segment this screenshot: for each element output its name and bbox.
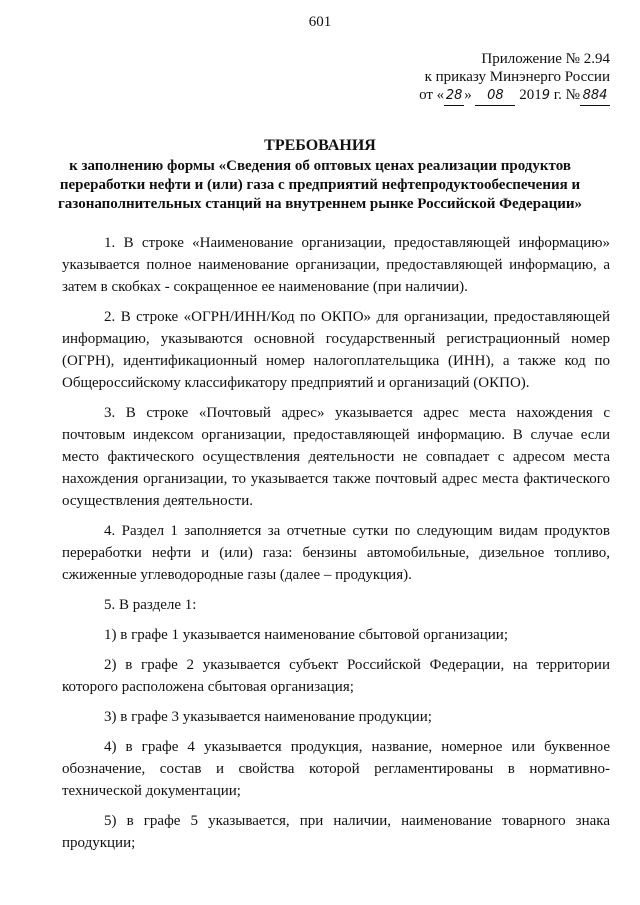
appendix-title: Приложение № 2.94 [481, 51, 610, 67]
heading-title: ТРЕБОВАНИЯ [264, 137, 376, 154]
paragraph-5-1: 1) в графе 1 указывается наименование сбытовой организации; [104, 627, 508, 643]
order-number-label: г. № [553, 87, 580, 103]
paragraph-4: 4. Раздел 1 заполняется за отчетные сутки по следующим видам продуктов переработки нефти и (или) газа: бензины автомобильные, дизельное топливо, сжиженные углеводородные газы (далее – продукция). [62, 523, 610, 583]
heading-line-2: переработки нефти и (или) газа с предприятий нефтепродуктообеспечения и [59, 177, 581, 193]
paragraph-2: 2. В строке «ОГРН/ИНН/Код по ОКПО» для организации, предоставляющей информацию, указываются основной государственный регистрационный номер (ОГРН), идентификационный номер налогоплательщика (ИНН), а также код по Общероссийскому классификатору предприятий и организаций (ОКПО). [62, 309, 610, 391]
paragraph-5-3: 3) в графе 3 указывается наименование продукции; [104, 709, 432, 725]
paragraph-5-4: 4) в графе 4 указывается продукция, название, номерное или буквенное обозначение, состав и свойства которой регламентированы в нормативно-технической документации; [62, 739, 610, 799]
appendix-block [410, 50, 610, 106]
handwritten-order-number: 884 [580, 87, 610, 106]
paragraph-5-2: 2) в графе 2 указывается субъект Российской Федерации, на территории которого расположена сбытовая организация; [62, 657, 610, 695]
paragraph-1: 1. В строке «Наименование организации, предоставляющей информацию» указывается полное наименование организации, предоставляющей информацию, а затем в скобках - сокращенное ее наименование (при наличии). [62, 235, 610, 295]
paragraph-5: 5. В разделе 1: [104, 597, 197, 613]
paragraph-5-5: 5) в графе 5 указывается, при наличии, наименование товарного знака продукции; [62, 813, 610, 851]
date-prefix: от « [419, 87, 445, 103]
heading-line-1: к заполнению формы «Сведения об оптовых ценах реализации продуктов [69, 158, 571, 174]
appendix-date-line [410, 86, 610, 106]
document-body [62, 232, 610, 862]
handwritten-day: 28 [444, 87, 464, 106]
date-mid: » [464, 87, 472, 103]
page-number: 601 [308, 14, 332, 30]
handwritten-month: 08 [475, 87, 515, 106]
paragraph-3: 3. В строке «Почтовый адрес» указывается адрес места нахождения с почтовым индексом организации, предоставляющей информацию. В случае если место фактического осуществления деятельности не совпадает с адресом места нахождения организации, то указывается также почтовый адрес места фактического осуществления деятельности. [62, 405, 610, 509]
heading-line-3: газонаполнительных станций на внутреннем рынке Российской Федерации» [57, 196, 583, 212]
appendix-order-ref: к приказу Минэнерго России [424, 69, 610, 85]
document-heading [50, 136, 590, 214]
handwritten-year-digit: 9 [541, 88, 550, 103]
year-prefix: 201 [519, 87, 542, 103]
